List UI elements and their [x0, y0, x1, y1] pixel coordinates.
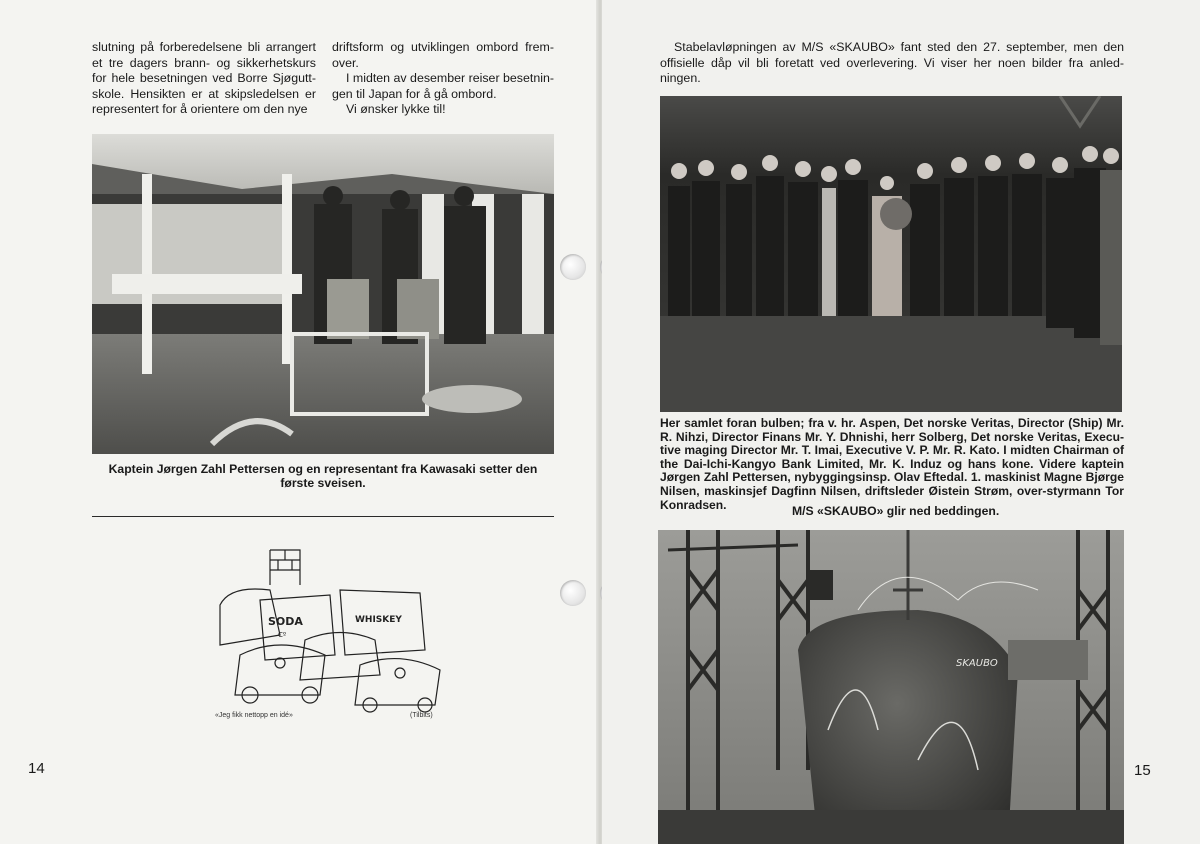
ship-name-on-hull: SKAUBO — [956, 658, 998, 669]
photo-image — [660, 96, 1122, 412]
page-number: 14 — [28, 760, 45, 777]
page-left — [0, 0, 598, 844]
text-column-1 — [92, 40, 316, 118]
cartoon-caption: «Jeg fikk nettopp en idé» — [215, 712, 293, 719]
ship-launch-photo — [658, 530, 1124, 844]
divider-rule — [92, 516, 554, 517]
photo-image — [92, 134, 554, 454]
intro-text — [660, 40, 1124, 87]
launch-photo-caption: M/S «SKAUBO» glir ned beddingen. — [792, 504, 1000, 518]
group-photo-caption: Her samlet foran bulben; fra v. hr. Aspen, Det norske Veritas, Director (Ship) Mr. R. Nihzi, Director Finans Mr. Y. Dhnishi, herr Solberg, Det norske Veritas, Execu-tive maging Director Mr. T. Imai, Executive V. P. Mr. R. Kato. I midten Chairman of the Dai-Ichi-Kangyo Bank Limited, Mr. K. Induz og hans kone. Videre kaptein Jørgen Zahl Pettersen, nybyggingsinsp. Olav Eftedal. 1. maskinist Magne Bjørge Nilsen, maskinsjef Dagfinn Nilsen, driftsleder Øistein Strøm, over-styrmann Tor Konradsen. — [660, 416, 1124, 512]
paragraph: Vi ønsker lykke til! — [346, 102, 446, 116]
paragraph: driftsform og utviklingen ombord frem-over. — [332, 40, 554, 70]
cartoon-drawing — [210, 545, 458, 715]
welding-ceremony-photo — [92, 134, 554, 454]
group-photo — [660, 96, 1122, 412]
paragraph: I midten av desember reiser besetnin-gen til Japan for å gå ombord. — [332, 71, 554, 101]
cartoon-illustration — [210, 545, 458, 715]
photo-image — [658, 530, 1124, 844]
punch-hole — [560, 254, 586, 280]
cartoon-soda-text: SODA — [268, 615, 303, 628]
page-right — [602, 0, 1200, 844]
page-number: 15 — [1134, 762, 1151, 779]
paragraph: Stabelavløpningen av M/S «SKAUBO» fant sted den 27. september, men den offisielle dåp vil bli foretatt ved overlevering. Vi viser her noen bilder fra anled-ningen. — [660, 40, 1124, 85]
photo-caption: Kaptein Jørgen Zahl Pettersen og en representant fra Kawasaki setter den første sveisen. — [108, 462, 538, 491]
cartoon-whiskey-text: WHISKEY — [355, 615, 402, 625]
paragraph: slutning på forberedelsene bli arrangert et tre dagers brann- og sikkerhetskurs for hele besetningen ved Borre Sjøgutt-skole. Hensikten er at skipsledelsen er representert for å orientere om den nye — [92, 40, 316, 116]
cartoon-credit: (Tilbits) — [410, 712, 433, 719]
text-column-2 — [332, 40, 554, 118]
cartoon-soda-sub: Cº — [278, 631, 287, 639]
punch-hole — [560, 580, 586, 606]
